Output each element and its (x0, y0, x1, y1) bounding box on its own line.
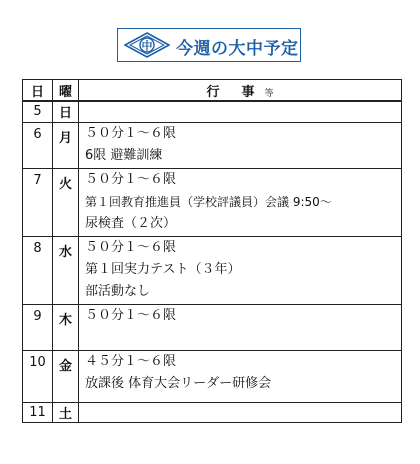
event-line: ５０分１～６限 (85, 125, 177, 141)
row-day-of-week: 日 (53, 101, 79, 122)
row-events (79, 168, 402, 236)
row-date: 11 (23, 402, 53, 422)
row-date: 10 (23, 350, 53, 402)
row-day-of-week: 月 (53, 122, 79, 168)
table-row (23, 304, 402, 350)
row-day-of-week: 木 (53, 304, 79, 350)
event-line: ５０分１～６限 (85, 239, 177, 255)
row-events (79, 101, 402, 122)
row-events (79, 236, 402, 304)
page-title: 今週の大中予定 (176, 39, 299, 59)
row-date: 7 (23, 168, 53, 236)
weekly-schedule-table (22, 79, 402, 423)
event-line: 第１回教育推進員（学校評議員）会議 9:50～ (85, 194, 332, 209)
school-logo-text: 中 (141, 39, 153, 53)
row-day-of-week: 水 (53, 236, 79, 304)
row-events (79, 350, 402, 402)
header-day-of-week: 曜 (53, 80, 79, 102)
table-row (23, 350, 402, 402)
table-row (23, 402, 402, 422)
event-line: ４５分１～６限 (85, 353, 177, 369)
event-line: ５０分１～６限 (85, 307, 177, 323)
table-row (23, 101, 402, 122)
row-events (79, 304, 402, 350)
schedule-header-banner (117, 28, 301, 62)
school-logo-icon (124, 32, 170, 58)
header-date: 日 (23, 80, 53, 102)
event-line: 放課後 体育大会リーダー研修会 (85, 375, 272, 391)
row-date: 9 (23, 304, 53, 350)
row-events (79, 402, 402, 422)
row-day-of-week: 金 (53, 350, 79, 402)
table-row (23, 236, 402, 304)
event-line: 第１回実力テスト（３年） (85, 261, 241, 277)
row-day-of-week: 火 (53, 168, 79, 236)
event-line: 尿検査（２次） (85, 215, 177, 231)
row-date: 8 (23, 236, 53, 304)
header-events-char-1: 行 (206, 84, 220, 100)
row-day-of-week: 土 (53, 402, 79, 422)
table-row (23, 168, 402, 236)
header-events-char-3: 等 (264, 88, 274, 99)
table-row (23, 122, 402, 168)
row-date: 5 (23, 101, 53, 122)
event-line: 部活動なし (85, 283, 151, 299)
row-date: 6 (23, 122, 53, 168)
event-line: 6限 避難訓練 (85, 147, 163, 163)
table-header-row (23, 80, 402, 102)
header-events (79, 80, 402, 102)
row-events (79, 122, 402, 168)
event-line: ５０分１～６限 (85, 171, 177, 187)
header-events-char-2: 事 (241, 84, 255, 100)
